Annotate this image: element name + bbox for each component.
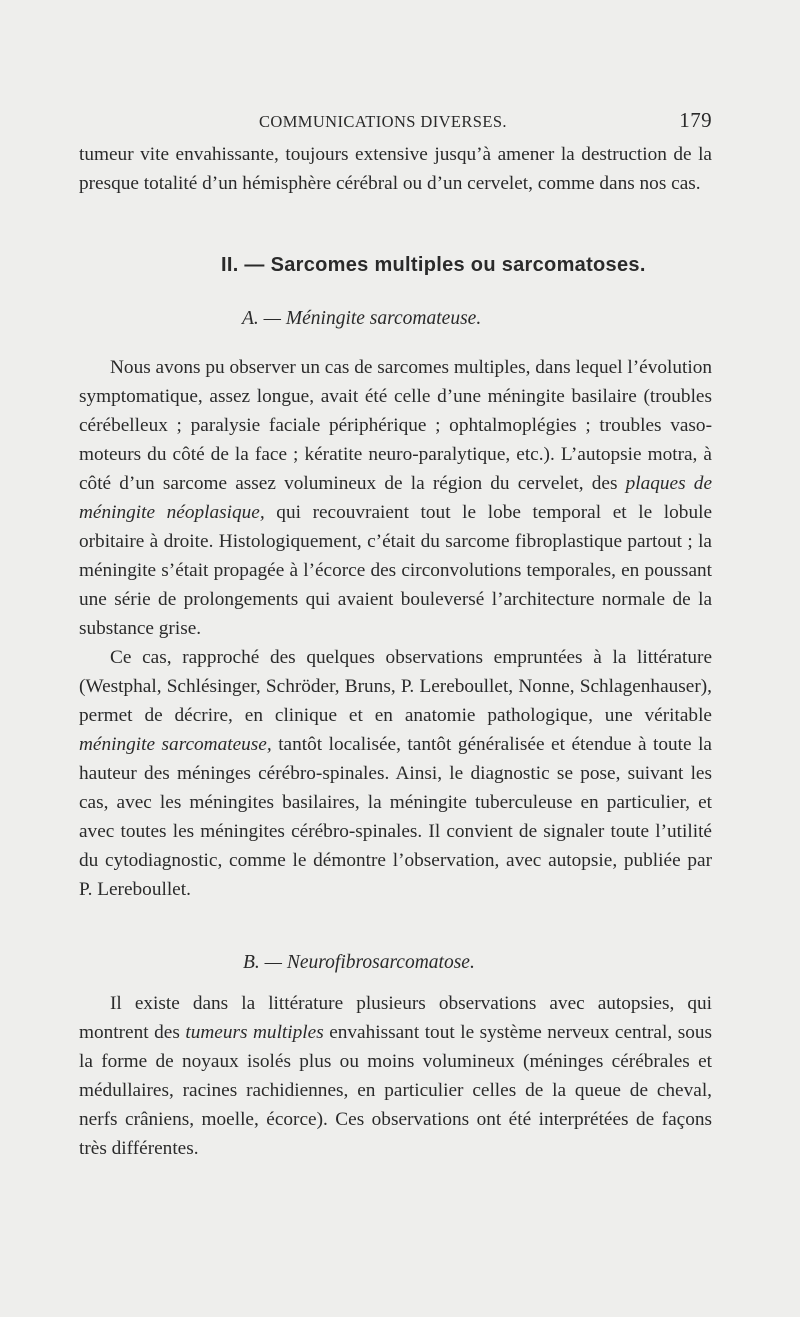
- emphasis-meningite: méningite sarcomateuse,: [79, 734, 272, 755]
- paragraph-a1: Nous avons pu observer un cas de sarcomes multiples, dans lequel l’évolution symptomatique, assez longue, avait été celle d’une méningite basilaire (troubles cérébelleux ; paralysie faciale périphérique ; ophtalmoplégies ; troubles vaso-moteurs du côté de la face ; kératite neuro-paralytique, etc.). L’autopsie motra, à côté d’un sarcome assez volumineux de la région du cervelet, des plaques de méningite néoplasique, qui recouvraient tout le lobe temporal et le lobule orbitaire à droite. Histologiquement, c’était du sarcome fibroplastique partout ; la méningite s’était propagée à l’écorce des circonvolutions temporales, en poussant une série de prolongements qui avaient bouleversé l’architecture normale de la substance grise.: [79, 357, 713, 639]
- emphasis-tumeurs: tumeurs multiples: [185, 1022, 324, 1043]
- section-heading-ii: II. — Sarcomes multiples ou sarcomatoses.: [221, 254, 646, 276]
- paragraph-continuation: tumeur vite envahissante, toujours extensive jusqu’à amener la destruction de la presque totalité d’un hémisphère cérébral ou d’un cervelet, comme dans nos cas.: [79, 144, 712, 194]
- subheading-b: B. — Neurofibrosarcomatose.: [243, 952, 475, 973]
- emphasis-plaques: plaques de méningite néoplasique,: [79, 473, 712, 523]
- running-head-title: COMMUNICATIONS DIVERSES.: [259, 112, 507, 131]
- page-number: 179: [679, 108, 712, 132]
- paragraph-a2: Ce cas, rapproché des quelques observations empruntées à la littérature (Westphal, Schlésinger, Schröder, Bruns, P. Lereboullet, Nonne, Schlagenhauser), permet de décrire, en clinique et en anatomie pathologique, une véritable méningite sarcomateuse, tantôt localisée, tantôt généralisée et étendue à toute la hauteur des méninges cérébro-spinales. Ainsi, le diagnostic se pose, suivant les cas, avec les méningites basilaires, la méningite tuberculeuse en particulier, et avec toutes les méningites cérébro-spinales. Il convient de signaler toute l’utilité du cytodiagnostic, comme le démontre l’observation, avec autopsie, publiée par P. Lereboullet.: [79, 647, 712, 900]
- paragraph-b: Il existe dans la littérature plusieurs observations avec autopsies, qui montrent des tumeurs multiples envahissant tout le système nerveux central, sous la forme de noyaux isolés plus ou moins volumineux (méninges cérébrales et médullaires, racines rachidiennes, en particulier celles de la queue de cheval, nerfs crâniens, moelle, écorce). Ces observations ont été interprétées de façons très différentes.: [79, 993, 712, 1159]
- subheading-a: A. — Méningite sarcomateuse.: [242, 308, 482, 329]
